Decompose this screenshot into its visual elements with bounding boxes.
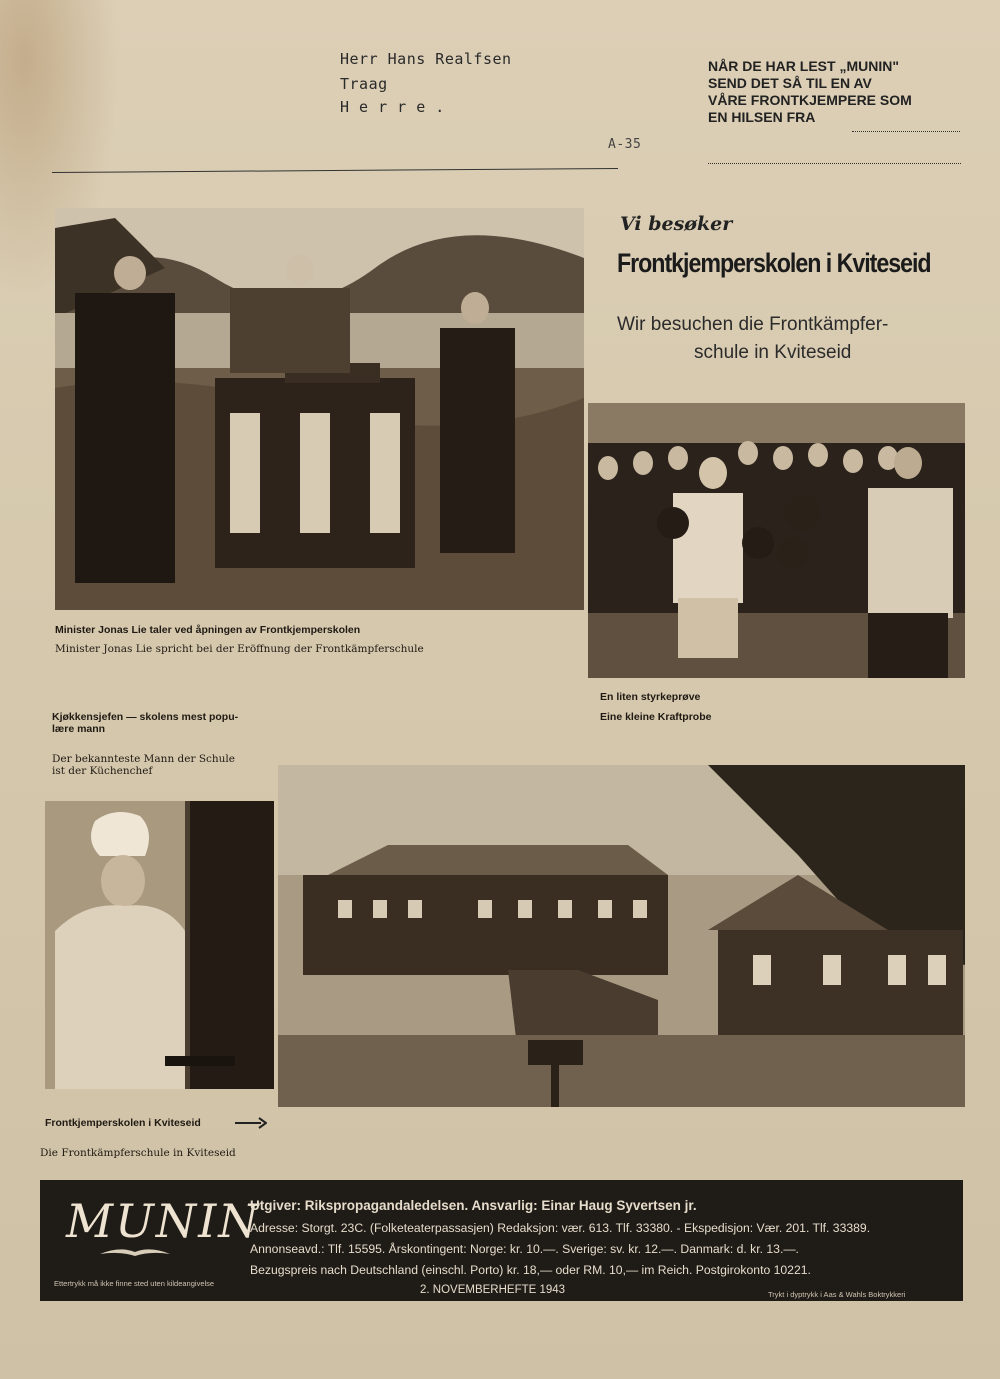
photo-chef-image xyxy=(45,801,274,1089)
notice-line-1: NÅR DE HAR LEST „MUNIN" xyxy=(708,58,899,74)
footer-printer: Trykt i dyptrykk i Aas & Wahls Boktrykkeri xyxy=(768,1290,906,1299)
notice-line-2: SEND DET SÅ TIL EN AV xyxy=(708,75,872,91)
article-kicker: Vi besøker xyxy=(620,213,733,235)
masthead-footer xyxy=(40,1180,963,1301)
photo-school-image xyxy=(278,765,965,1107)
photo-school xyxy=(278,765,965,1107)
footer-issue: 2. NOVEMBERHEFTE 1943 xyxy=(420,1284,566,1296)
caption-chef-no-1: Kjøkkensjefen — skolens mest popu- xyxy=(52,711,239,723)
caption-boxing-no: En liten styrkeprøve xyxy=(600,691,701,703)
notice-line-4: EN HILSEN FRA xyxy=(708,109,816,125)
photo-boxing-image xyxy=(588,403,965,678)
caption-chef-de-1: Der bekannteste Mann der Schule xyxy=(52,753,236,765)
caption-chef-de-2: ist der Küchenchef xyxy=(52,765,153,777)
caption-school-no: Frontkjemperskolen i Kviteseid xyxy=(45,1117,201,1129)
address-line-town: Traag xyxy=(340,75,388,93)
photo-minister-speech-image xyxy=(55,208,584,610)
address-line-name: Herr Hans Realfsen xyxy=(340,50,512,68)
photo-minister-speech xyxy=(55,208,584,610)
caption-school-de: Die Frontkämpferschule in Kviteseid xyxy=(40,1147,236,1159)
sender-dotted-line xyxy=(852,131,960,132)
footer-publisher: Utgiver: Rikspropagandaledelsen. Ansvarlig: Einar Haug Syvertsen jr. xyxy=(250,1198,697,1213)
caption-speech-no: Minister Jonas Lie taler ved åpningen av Frontkjemperskolen xyxy=(55,624,361,636)
caption-chef-no-2: lære mann xyxy=(52,723,106,735)
stamp-code: A-35 xyxy=(608,137,642,152)
caption-speech-de: Minister Jonas Lie spricht bei der Eröffnung der Frontkämpferschule xyxy=(55,643,424,655)
notice-line-3: VÅRE FRONTKJEMPERE SOM xyxy=(708,92,912,108)
address-line-region: H e r r e . xyxy=(340,98,445,116)
article-headline: Frontkjemperskolen i Kviteseid xyxy=(617,248,931,278)
article-subhead-1: Wir besuchen die Frontkämpfer- xyxy=(617,314,889,335)
sender-dotted-line-2 xyxy=(708,163,961,164)
raven-icon xyxy=(100,1246,170,1258)
footer-reprint-note: Ettertrykk må ikke finne sted uten kildeangivelse xyxy=(54,1279,215,1288)
send-notice xyxy=(708,58,968,126)
arrow-right-icon xyxy=(235,1117,267,1129)
photo-chef xyxy=(45,801,274,1089)
munin-logo: MUNIN xyxy=(66,1194,261,1248)
address-rule xyxy=(52,168,618,173)
caption-boxing-de: Eine kleine Kraftprobe xyxy=(600,711,712,723)
photo-boxing xyxy=(588,403,965,678)
footer-address: Adresse: Storgt. 23C. (Folketeaterpassasjen) Redaksjon: vær. 613. Tlf. 33380. - Ekspedisjon: Vær. 201. Tlf. 33389. xyxy=(250,1221,871,1235)
footer-germany-price: Bezugspreis nach Deutschland (einschl. Porto) kr. 18,— oder RM. 10,— im Reich. Postgirokonto 10221. xyxy=(250,1263,811,1277)
article-subhead-2: schule in Kviteseid xyxy=(694,342,852,363)
footer-subscription: Annonseavd.: Tlf. 15595. Årskontingent: Norge: kr. 10.—. Sverige: sv. kr. 12.—. Danmark: d. kr. 13.—. xyxy=(250,1242,799,1256)
